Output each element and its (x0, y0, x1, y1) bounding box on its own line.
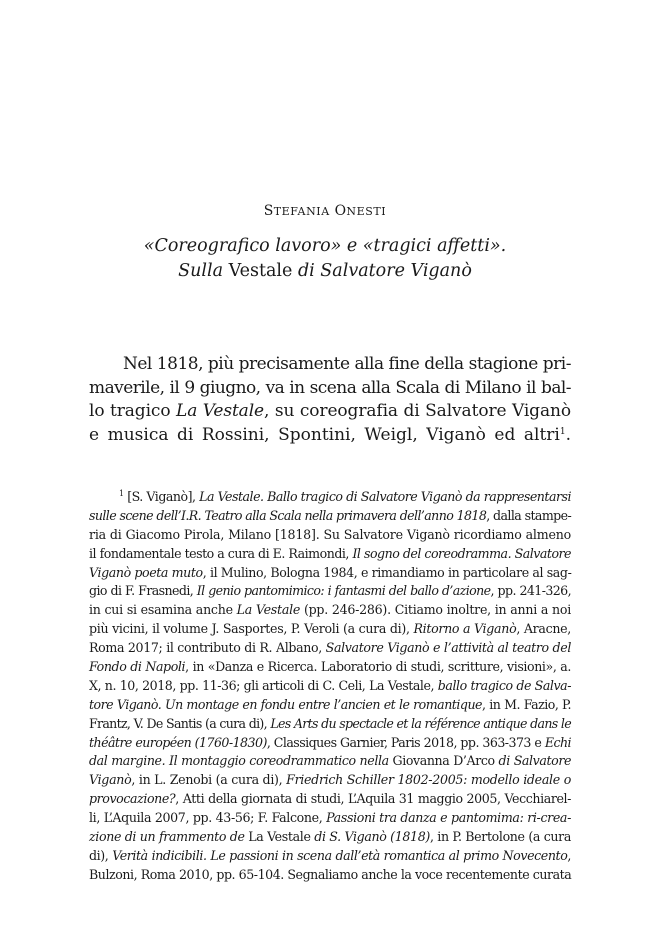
footnote-line (89, 601, 571, 620)
fn-text: (pp. 246-286). Citiamo inoltre, in anni a noi (300, 602, 572, 618)
fn-italic: Ritorno a Viganò (413, 621, 517, 637)
footnote-line (89, 828, 571, 847)
footnote-line (89, 488, 571, 507)
footnote-line: ria di Giacomo Pirola, Milano [1818]. Su Salvatore Viganò ricordiamo almeno (89, 526, 571, 542)
fn-text: La Vestale (244, 829, 315, 845)
fn-italic: Viganò (89, 772, 132, 788)
fn-text: , pp. 241-326, (490, 583, 571, 599)
title-sulla: Sulla (178, 261, 224, 281)
fn-text: li, L’Aquila 2007, pp. 43-56; F. Falcone, (89, 810, 327, 826)
footnote-line (89, 639, 571, 658)
fn-italic: théâtre européen (1760-1830) (89, 734, 267, 750)
footnote-line (89, 620, 571, 639)
footnote-line (89, 847, 571, 866)
fn-italic: Verità indicibili. Le passioni in scena dall’età romantica al primo Novecento (112, 847, 568, 863)
body-paragraph (89, 353, 571, 447)
footnote-line (89, 752, 571, 771)
fn-text: più vicini, il volume J. Sasportes, P. Veroli (a cura di), (89, 621, 414, 637)
author-name (0, 203, 650, 219)
fn-italic: di Salvatore (498, 753, 571, 769)
fn-italic: Salvatore Viganò e l’attività al teatro del (325, 640, 572, 656)
fn-italic: ballo tragico de Salva- (437, 677, 571, 693)
fn-text: di), (89, 847, 113, 863)
fn-italic: zione di un frammento de (89, 829, 245, 845)
author-last-initial: O (334, 203, 347, 219)
fn-text: X, n. 10, 2018, pp. 11-36; gli articoli di C. Celi, La Vestale, (89, 677, 438, 693)
fn-text: , dalla stampe- (486, 507, 572, 523)
body-line: maverile, il 9 giugno, va in scena alla Scala di Milano il bal- (89, 377, 571, 398)
title-vigano: di Salvatore Viganò (297, 261, 472, 281)
footnote-line (89, 564, 571, 583)
fn-text: , il Mulino, Bologna 1984, e rimandiamo in particolare al sag- (202, 564, 572, 580)
body-line (89, 424, 571, 448)
footnote-line (89, 790, 571, 809)
fn-text: il fondamentale testo a cura di E. Raimondi, (89, 545, 353, 561)
body-text: e musica di Rossini, Spontini, Weigl, Viganò ed altri (89, 424, 560, 445)
footnote-line (89, 734, 571, 753)
body-text: , su coreografia di Salvatore Viganò (264, 401, 571, 421)
article-title (0, 234, 650, 284)
fn-italic: La Vestale (236, 602, 301, 618)
footnote-line: Bulzoni, Roma 2010, pp. 65-104. Segnaliamo anche la voce recentemente curata (89, 866, 572, 882)
fn-text: , in «Danza e Ricerca. Laboratorio di studi, scritture, visioni», a. (185, 659, 571, 675)
footnote-line (89, 677, 571, 696)
fn-italic: di S. Viganò (1818) (314, 829, 430, 845)
body-text: lo tragico (89, 401, 176, 421)
fn-italic: Friedrich Schiller 1802-2005: modello ideale o (286, 772, 571, 788)
fn-italic: tore Viganò. Un montage en fondu entre l’ancien et le romantique (89, 696, 483, 712)
title-line-1: «Coreografico lavoro» e «tragici affetti». (143, 236, 507, 256)
fn-italic: Echi (544, 734, 571, 750)
fn-text: , in L. Zenobi (a cura di), (131, 772, 287, 788)
fn-text: [S. Viganò], (123, 489, 200, 504)
fn-text: , Atti della giornata di studi, L’Aquila 31 maggio 2005, Vecchiarel- (175, 791, 571, 807)
fn-text: , in P. Bertolone (a cura (429, 829, 572, 845)
footnote-line (89, 715, 571, 734)
body-line: Nel 1818, più precisamente alla fine della stagione pri- (123, 354, 571, 374)
footnote-line (89, 507, 571, 526)
fn-italic: Les Arts du spectacle et la référence antique dans le (270, 715, 571, 731)
author-first-rest: TEFANIA (273, 205, 330, 218)
fn-text: Roma 2017; il contributo di R. Albano, (89, 640, 326, 656)
fn-italic: Fondo di Napoli (89, 659, 186, 675)
fn-text: , Aracne, (516, 621, 571, 637)
footnote-line (89, 582, 571, 601)
fn-italic: Il genio pantomimico: i fantasmi del ballo d’azione (196, 583, 491, 599)
footnote-line (89, 545, 571, 564)
footnote-number: 1 (119, 489, 124, 498)
title-vestale: Vestale (223, 261, 298, 281)
fn-text: Frantz, V. De Santis (a cura di), (89, 715, 271, 731)
footnote-line (89, 658, 571, 677)
fn-italic: La Vestale. Ballo tragico di Salvatore Viganò da rappresentarsi (199, 489, 571, 504)
title-line-2 (0, 259, 650, 284)
fn-italic: sulle scene dell’I.R. Teatro alla Scala nella primavera dell’anno 1818 (89, 507, 487, 523)
fn-text: gio di F. Frasnedi, (89, 583, 197, 599)
footnote-line (89, 696, 571, 715)
fn-italic: Il sogno del coreodramma. Salvatore (352, 545, 572, 561)
fn-text: , in M. Fazio, P. (482, 696, 571, 712)
fn-text: Giovanna D’Arco (388, 753, 499, 769)
footnote-line (89, 809, 571, 828)
fn-italic: Passioni tra danza e pantomima: ri-crea- (326, 810, 571, 826)
fn-text: , (567, 847, 571, 863)
body-text: . (565, 424, 571, 445)
fn-italic: dal margine. Il montaggio coreodrammatico nella (89, 753, 389, 769)
footnote-reference[interactable]: 1 (559, 426, 566, 437)
author-first-initial: S (263, 203, 274, 219)
fn-text: , Classiques Garnier, Paris 2018, pp. 363-373 e (266, 734, 545, 750)
fn-text: in cui si esamina anche (89, 602, 237, 618)
body-line (89, 400, 571, 424)
fn-italic: Viganò poeta muto (89, 564, 203, 580)
author-last-rest: NESTI (346, 205, 387, 218)
footnote (89, 488, 571, 885)
footnote-line (89, 771, 571, 790)
body-italic-la-vestale: La Vestale (176, 401, 265, 421)
fn-italic: provocazione? (89, 791, 176, 807)
